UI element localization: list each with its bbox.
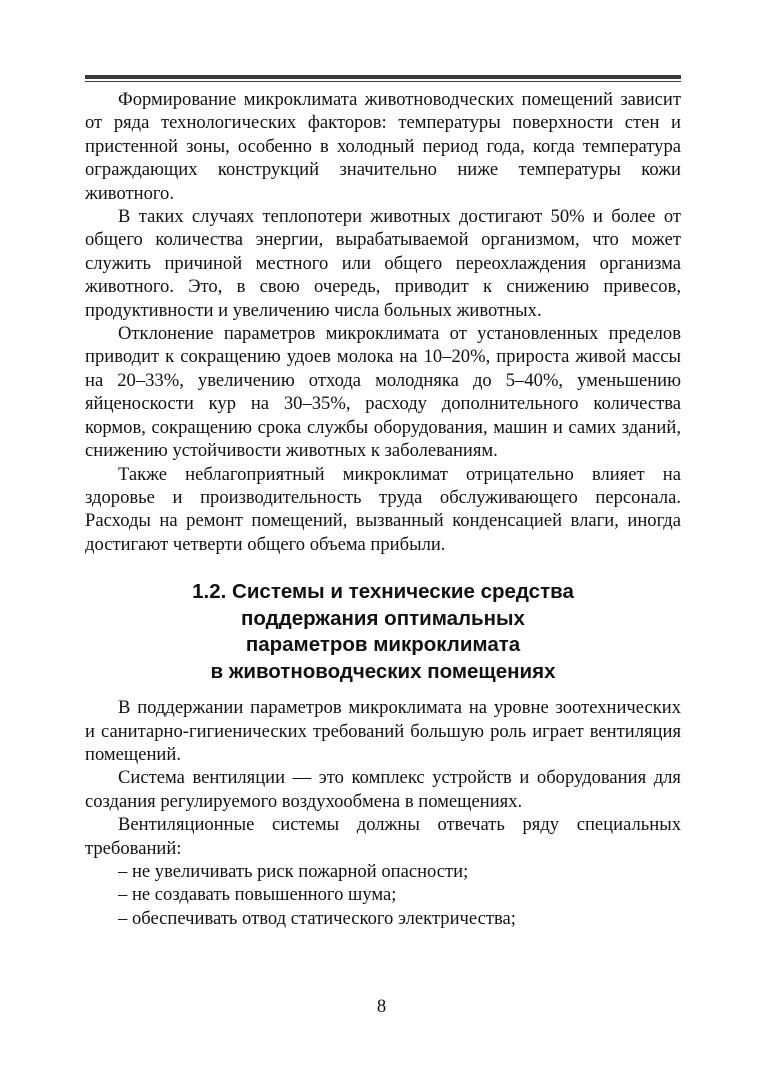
paragraph: Также неблагоприятный микроклимат отрицательно влияет на здоровье и производительность труда обслуживающего персонала. Расходы на ремонт помещений, вызванный конденсацией влаги, иногда достигают четверти общего объема прибыли. — [85, 463, 681, 555]
paragraph: Отклонение параметров микроклимата от установленных пределов приводит к сокращению удоев молока на 10–20%, прироста живой массы на 20–33%, увеличению отхода молодняка до 5–40%, уменьшению яйценоскости кур на 30–35%, расходу дополнительного количества кормов, сокращению срока службы оборудования, машин и самих зданий, снижению устойчивости животных к заболеваниям. — [85, 323, 681, 462]
paragraph: В поддержании параметров микроклимата на уровне зоотехнических и санитарно-гигиенических требований большую роль играет вентиляция помещений. — [85, 697, 681, 765]
list-item: – не увеличивать риск пожарной опасности; — [118, 860, 469, 882]
section-heading-line: поддержания оптимальных — [241, 606, 525, 630]
paragraph: Формирование микроклимата животноводческих помещений зависит от ряда технологических факторов: температуры поверхности стен и пристенной зоны, особенно в холодный период года, когда температура ограждающих конструкций значительно ниже температуры кожи животного. — [85, 89, 681, 204]
header-rule-thick — [85, 75, 681, 79]
section-heading — [85, 579, 681, 685]
paragraph: В таких случаях теплопотери животных достигают 50% и более от общего количества энергии, вырабатываемой организмом, что может служить причиной местного или общего переохлаждения организма животного. Это, в свою очередь, приводит к снижению привесов, продуктивности и увеличению числа больных животных. — [85, 206, 681, 321]
section-heading-line: параметров микроклимата — [245, 633, 521, 657]
list-item: – обеспечивать отвод статического электричества; — [118, 907, 516, 929]
section-heading-line: в животноводческих помещениях — [210, 659, 556, 683]
header-rule-thin — [85, 81, 681, 82]
list-item: – не создавать повышенного шума; — [118, 884, 397, 906]
paragraph: Система вентиляции — это комплекс устройств и оборудования для создания регулируемого воздухообмена в помещениях. — [85, 767, 681, 812]
requirements-list — [85, 860, 681, 930]
page-body — [85, 88, 681, 930]
page-number: 8 — [376, 996, 387, 1017]
paragraph: Вентиляционные системы должны отвечать ряду специальных требований: — [85, 814, 681, 859]
section-heading-line: 1.2. Системы и технические средства — [192, 580, 574, 604]
